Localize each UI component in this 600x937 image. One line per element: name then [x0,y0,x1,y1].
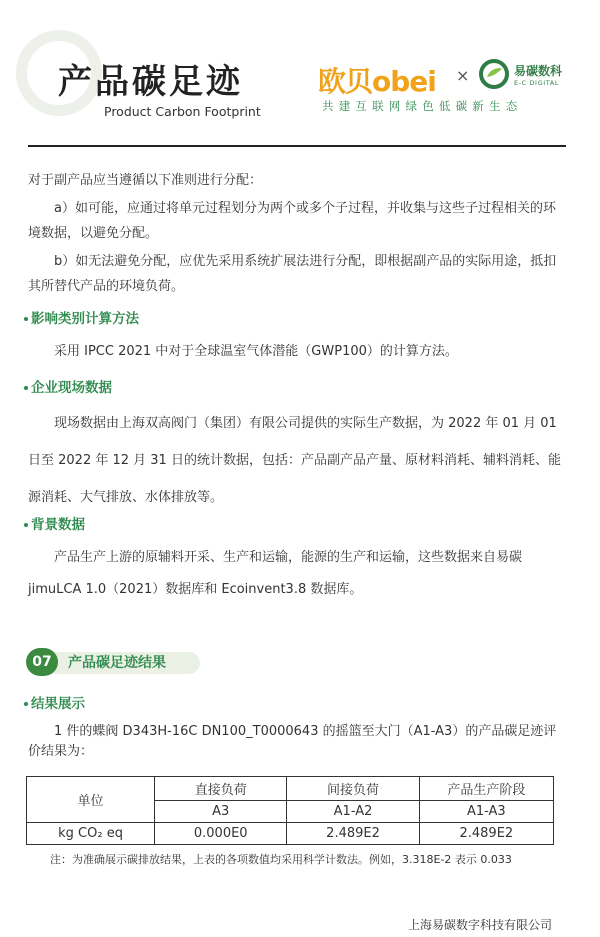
bullet-dot-icon [24,386,28,390]
site-data-text: 现场数据由上海双高阀门（集团）有限公司提供的实际生产数据，为 2022 年 01 月 01 日至 2022 年 12 月 31 日的统计数据，包括：产品副产品产量、原材料消耗、辅料消耗、能源消耗、大气排放、水体排放等。 [28,416,561,505]
page-title: 产品碳足迹 [58,62,243,102]
background-text: 产品生产上游的原辅料开采、生产和运输，能源的生产和运输，这些数据来自易碳 jimuLCA 1.0（2021）数据库和 Ecoinvent3.8 数据库。 [28,550,523,597]
bullet-dot-icon [24,317,28,321]
direct-load-value: 0.000E0 [155,823,287,845]
allocation-rule-b: b）如无法避免分配，应优先采用系统扩展法进行分配，即根据副产品的实际用途，抵扣其所替代产品的环境负荷。 [28,254,557,294]
result-description: 1 件的蝶阀 D343H-16C DN100_T0000643 的摇篮至大门（A1-A3）的产品碳足迹评价结果为： [28,724,557,759]
section-title: 产品碳足迹结果 [68,655,166,671]
header-divider [28,145,566,147]
indirect-load-value: 2.489E2 [287,823,419,845]
ec-digital-logo-subtext: E-C DIGITAL [514,79,560,87]
logo-separator: × [456,66,470,85]
impact-heading: 影响类别计算方法 [24,307,139,327]
page-header [0,0,600,150]
bullet-dot-icon [24,702,28,706]
page-subtitle: Product Carbon Footprint [104,104,261,119]
impact-text: 采用 IPCC 2021 中对于全球温室气体潜能（GWP100）的计算方法。 [54,344,458,359]
table-note: 注：为准确展示碳排放结果，上表的各项数值均采用科学计数法。例如，3.318E-2 表示 0.033 [50,853,512,866]
production-stage-value: 2.489E2 [419,823,553,845]
direct-load-header: 直接负荷 [155,777,287,801]
slogan: 共建互联网绿色低碳新生态 [322,99,523,113]
intro-line: 对于副产品应当遵循以下准则进行分配： [28,173,263,188]
footer-company: 上海易碳数字科技有限公司 [407,918,552,932]
indirect-load-stage: A1-A2 [287,801,419,823]
section-number: 07 [26,648,58,676]
unit-header: 单位 [27,777,155,823]
result-table [26,776,554,845]
ec-digital-logo-text: 易碳数科 [514,64,563,78]
allocation-rule-a: a）如可能，应通过将单元过程划分为两个或多个子过程，并收集与这些子过程相关的环境数据，以避免分配。 [28,201,556,241]
indirect-load-header: 间接负荷 [287,777,419,801]
background-heading: 背景数据 [24,513,85,533]
production-stage-header: 产品生产阶段 [419,777,553,801]
leaf-ring-icon [478,58,510,90]
bullet-dot-icon [24,523,28,527]
row-unit: kg CO₂ eq [27,823,155,845]
direct-load-stage: A3 [155,801,287,823]
result-heading: 结果展示 [24,692,85,712]
site-data-heading: 企业现场数据 [24,376,112,396]
obei-logo: 欧贝obei [318,65,436,98]
section-07-header [26,648,186,676]
production-stage-range: A1-A3 [419,801,553,823]
